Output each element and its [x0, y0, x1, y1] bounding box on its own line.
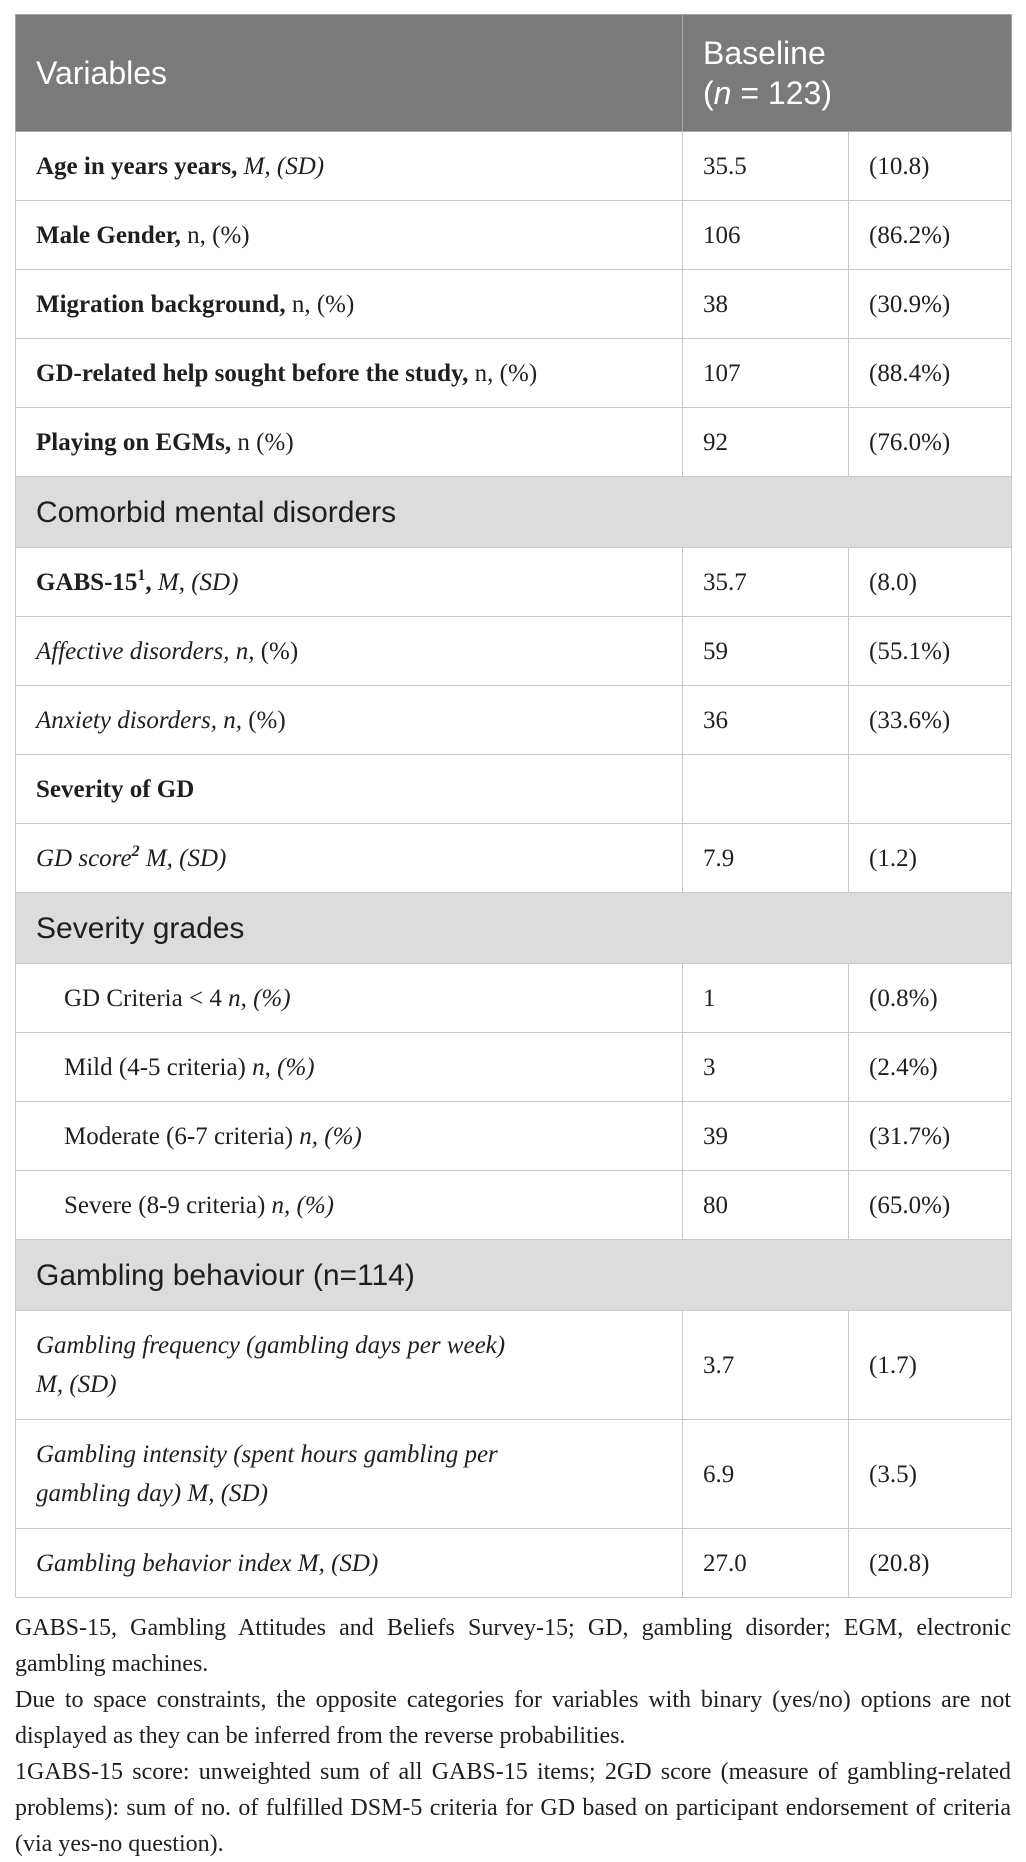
egm-label: Playing on EGMs, [36, 428, 232, 456]
male-stat: n, (%) [180, 221, 250, 249]
moderate-stat: n, (%) [293, 1122, 362, 1150]
gdscore-value: 7.9 [683, 824, 849, 893]
table-row [16, 686, 1012, 755]
severe-value: 80 [683, 1171, 849, 1240]
row-label [16, 1102, 683, 1171]
frequency-label-line2: M, (SD) [36, 1371, 117, 1398]
header-baseline-rest: = 123) [731, 75, 832, 111]
help-pct: (88.4%) [849, 339, 1012, 408]
affective-value: 59 [683, 617, 849, 686]
age-value: 35.5 [683, 132, 849, 201]
row-label [16, 201, 683, 270]
gdscore-label: GD score [36, 844, 132, 872]
row-label [16, 270, 683, 339]
intensity-label-line2: gambling day) M, (SD) [36, 1480, 268, 1507]
migration-pct: (30.9%) [849, 270, 1012, 339]
age-sd: (10.8) [849, 132, 1012, 201]
table-row [16, 408, 1012, 477]
affective-pct: (55.1%) [849, 617, 1012, 686]
moderate-label: Moderate (6-7 criteria) [64, 1122, 294, 1150]
egm-value: 92 [683, 408, 849, 477]
table-row [16, 132, 1012, 201]
gabs-sup: 1 [137, 566, 146, 584]
row-label [16, 686, 683, 755]
frequency-label-line1: Gambling frequency (gambling days per week) [36, 1332, 506, 1359]
affective-stat: (%) [254, 637, 299, 665]
moderate-value: 39 [683, 1102, 849, 1171]
affective-label: Affective disorders, n, [36, 637, 255, 665]
row-label [16, 1311, 683, 1420]
table-row [16, 201, 1012, 270]
severity-gd-value [683, 755, 849, 824]
table-footnotes [15, 1610, 1011, 1862]
row-label [16, 1171, 683, 1240]
intensity-label-line1: Gambling intensity (spent hours gambling per [36, 1441, 498, 1468]
help-stat: n, (%) [468, 359, 538, 387]
table-row [16, 1529, 1012, 1598]
age-stat: M, (SD) [237, 152, 325, 180]
table-row [16, 1420, 1012, 1529]
gabs-sd: (8.0) [849, 548, 1012, 617]
crit4-value: 1 [683, 964, 849, 1033]
crit4-label: GD Criteria < 4 [64, 984, 222, 1012]
row-label [16, 1420, 683, 1529]
section-gambling-behaviour: Gambling behaviour (n=114) [16, 1240, 1012, 1311]
mild-pct: (2.4%) [849, 1033, 1012, 1102]
frequency-value: 3.7 [683, 1311, 849, 1420]
table-row [16, 964, 1012, 1033]
mild-value: 3 [683, 1033, 849, 1102]
crit4-stat: n, (%) [221, 984, 291, 1012]
header-baseline-line1: Baseline [703, 35, 826, 71]
row-label [16, 339, 683, 408]
migration-label: Migration background, [36, 290, 286, 318]
gdscore-sup: 2 [131, 842, 140, 860]
anxiety-pct: (33.6%) [849, 686, 1012, 755]
footnote-score-definitions: 1GABS-15 score: unweighted sum of all GABS-15 items; 2GD score (measure of gambling-related problems): sum of no. of fulfilled DSM-5 criteria for GD based on participant endorsement of criteria (via yes-no question). [15, 1759, 1011, 1857]
gabs-label: GABS-15 [36, 568, 138, 596]
severity-gd-label: Severity of GD [36, 775, 195, 803]
section-row [16, 893, 1012, 964]
index-label: Gambling behavior index M, (SD) [36, 1549, 379, 1577]
table-header-row [16, 15, 1012, 132]
row-label [16, 1033, 683, 1102]
table-row [16, 617, 1012, 686]
table-row [16, 339, 1012, 408]
anxiety-value: 36 [683, 686, 849, 755]
header-baseline-open: ( [703, 75, 714, 111]
index-sd: (20.8) [849, 1529, 1012, 1598]
gabs-stat: M, (SD) [151, 568, 239, 596]
egm-stat: n (%) [231, 428, 294, 456]
egm-pct: (76.0%) [849, 408, 1012, 477]
mild-label: Mild (4-5 criteria) [64, 1053, 246, 1081]
row-label [16, 755, 683, 824]
table-row [16, 270, 1012, 339]
baseline-characteristics-table [15, 14, 1012, 1598]
footnote-space-constraints: Due to space constraints, the opposite categories for variables with binary (yes/no) options are not displayed as they can be inferred from the reverse probabilities. [15, 1687, 1011, 1749]
table-row [16, 1102, 1012, 1171]
male-pct: (86.2%) [849, 201, 1012, 270]
row-label [16, 548, 683, 617]
index-value: 27.0 [683, 1529, 849, 1598]
footnote-abbreviations: GABS-15, Gambling Attitudes and Beliefs Survey-15; GD, gambling disorder; EGM, electronic gambling machines. [15, 1615, 1011, 1677]
intensity-value: 6.9 [683, 1420, 849, 1529]
severity-gd-pct [849, 755, 1012, 824]
male-value: 106 [683, 201, 849, 270]
row-label [16, 1529, 683, 1598]
male-label: Male Gender, [36, 221, 181, 249]
row-label [16, 964, 683, 1033]
row-label [16, 617, 683, 686]
intensity-sd: (3.5) [849, 1420, 1012, 1529]
table-row [16, 1311, 1012, 1420]
header-variables: Variables [16, 15, 683, 132]
mild-stat: n, (%) [245, 1053, 315, 1081]
moderate-pct: (31.7%) [849, 1102, 1012, 1171]
table-row [16, 548, 1012, 617]
migration-stat: n, (%) [285, 290, 355, 318]
section-row [16, 1240, 1012, 1311]
severe-stat: n, (%) [265, 1191, 335, 1219]
anxiety-stat: (%) [241, 706, 286, 734]
table-row [16, 1171, 1012, 1240]
help-label: GD-related help sought before the study, [36, 359, 469, 387]
migration-value: 38 [683, 270, 849, 339]
header-baseline [683, 15, 1012, 132]
row-label [16, 132, 683, 201]
help-value: 107 [683, 339, 849, 408]
gdscore-stat: M, (SD) [139, 844, 227, 872]
row-label [16, 824, 683, 893]
table-row [16, 755, 1012, 824]
anxiety-label: Anxiety disorders, n, [36, 706, 242, 734]
section-comorbid: Comorbid mental disorders [16, 477, 1012, 548]
section-severity-grades: Severity grades [16, 893, 1012, 964]
header-baseline-n: n [713, 75, 732, 111]
age-label: Age in years years, [36, 152, 238, 180]
table-row [16, 1033, 1012, 1102]
gdscore-sd: (1.2) [849, 824, 1012, 893]
severe-pct: (65.0%) [849, 1171, 1012, 1240]
table-row [16, 824, 1012, 893]
section-row [16, 477, 1012, 548]
frequency-sd: (1.7) [849, 1311, 1012, 1420]
row-label [16, 408, 683, 477]
gabs-value: 35.7 [683, 548, 849, 617]
gabs-comma: , [145, 568, 152, 596]
crit4-pct: (0.8%) [849, 964, 1012, 1033]
severe-label: Severe (8-9 criteria) [64, 1191, 266, 1219]
